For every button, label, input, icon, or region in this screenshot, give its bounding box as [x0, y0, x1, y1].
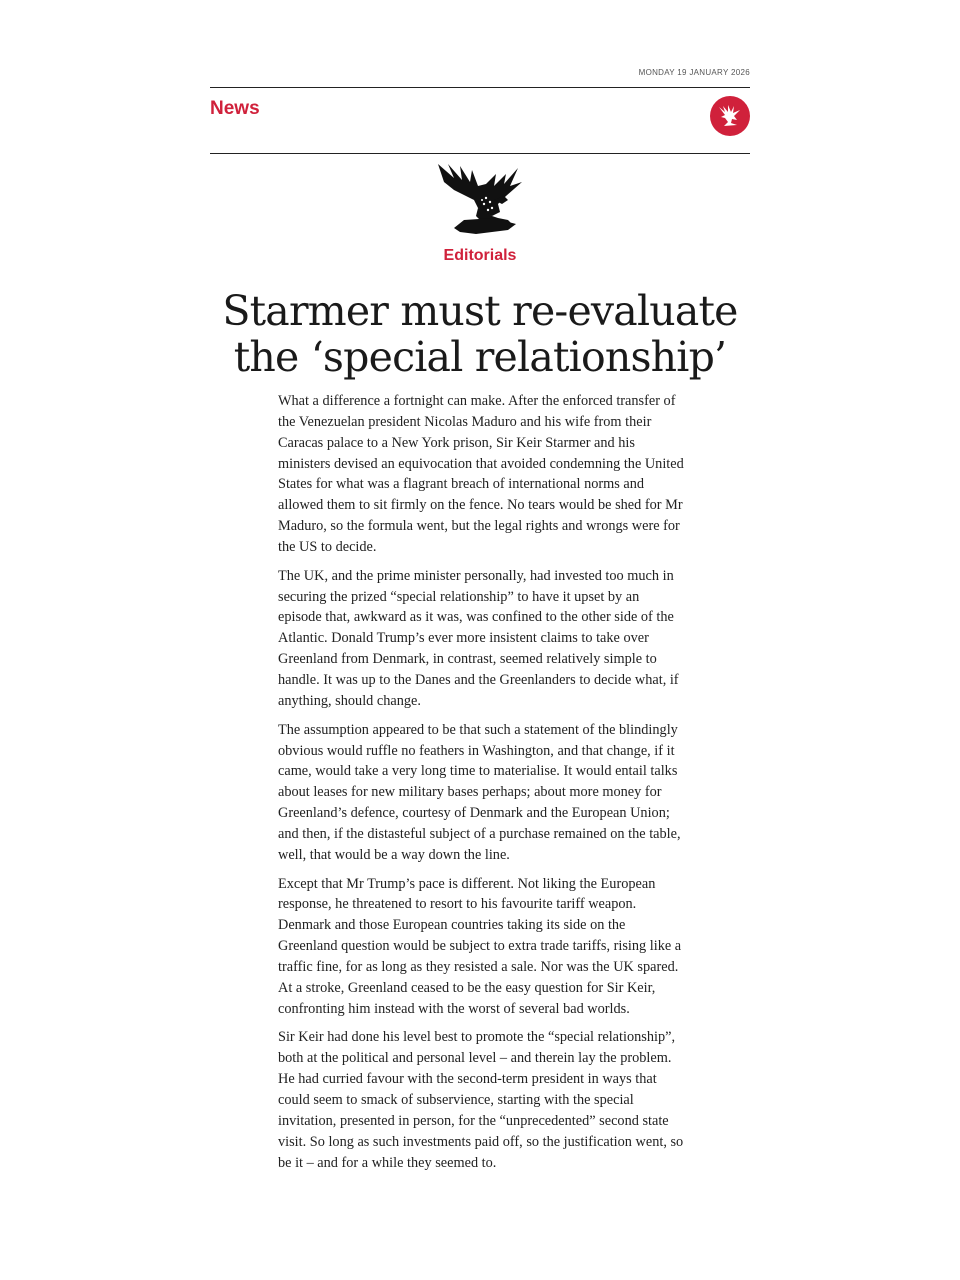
headline	[200, 288, 760, 380]
eagle-icon	[434, 160, 526, 242]
paragraph-5: Sir Keir had done his level best to promote the “special relationship”, both at the political and personal level – and therein lay the problem. He had curried favour with the second-term president in ways that could seem to smack of subservience, starting with the special invitation, presented in person, for the “unprecedented” second state visit. So long as such investments paid off, so the justification went, so be it – and for a while they seemed to.	[278, 1029, 684, 1171]
headline-line-2: the ‘special relationship’	[233, 333, 727, 381]
eagle-logo-icon[interactable]	[710, 96, 750, 136]
paragraph-1: What a difference a fortnight can make. After the enforced transfer of the Venezuelan president Nicolas Maduro and his wife from their Caracas palace to a New York prison, Sir Keir Starmer and his ministers devised an equivocation that avoided condemning the United States for what was a flagrant breach of international norms and allowed them to sit firmly on the fence. No tears would be shed for Mr Maduro, so the formula went, but the legal rights and wrongs were for the US to decide.	[278, 393, 684, 555]
article-body	[278, 391, 686, 1181]
headline-line-1: Starmer must re-evaluate	[222, 287, 738, 335]
header-bottom-rule	[210, 153, 750, 154]
paragraph-2: The UK, and the prime minister personally, had invested too much in securing the prized “special relationship” to have it upset by an episode that, awkward as it was, was confined to the other side of the Atlantic. Donald Trump’s ever more insistent claims to take over Greenland from Denmark, in contrast, seemed relatively simple to handle. It was up to the Danes and the Greenlanders to decide what, if anything, should change.	[278, 567, 679, 709]
editorials-kicker[interactable]: Editorials	[443, 247, 517, 264]
paragraph-4: Except that Mr Trump’s pace is different. Not liking the European response, he threatened to resort to his favourite tariff weapon. Denmark and those European countries taking its side on the Greenland question would be subject to extra trade tariffs, rising like a traffic fine, for as long as they resisted a sale. Nor was the UK spared. At a stroke, Greenland ceased to be the easy question for Sir Keir, confronting him instead with the worst of several bad worlds.	[278, 875, 682, 1017]
paragraph-3: The assumption appeared to be that such a statement of the blindingly obvious would ruffle no feathers in Washington, and that change, if it came, would take a very long time to materialise. It would entail talks about leases for new military bases perhaps; about more money for Greenland’s defence, courtesy of Denmark and the European Union; and then, if the distasteful subject of a purchase remained on the table, well, that would be a way down the line.	[278, 721, 681, 863]
publication-date: MONDAY 19 JANUARY 2026	[638, 68, 750, 77]
section-label[interactable]: News	[210, 98, 260, 119]
header-top-rule	[210, 87, 750, 88]
